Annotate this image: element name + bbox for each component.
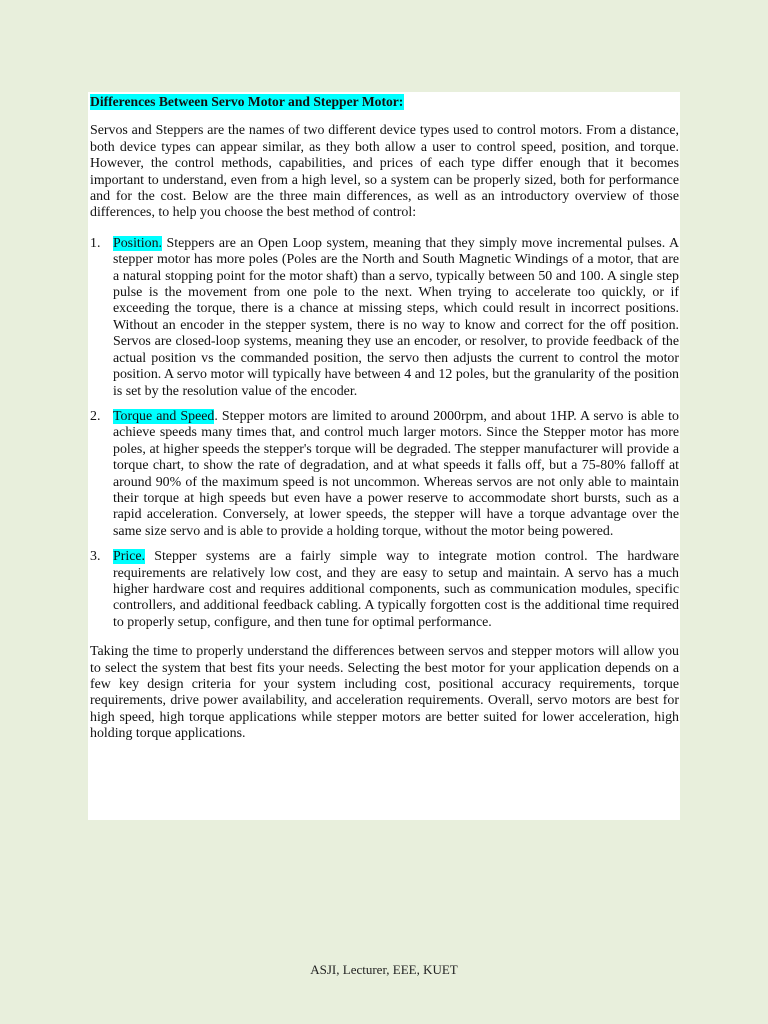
list-item-position — [90, 236, 679, 400]
list-number: 3. — [90, 549, 101, 565]
list-number: 1. — [90, 235, 101, 251]
page-footer: ASJI, Lecturer, EEE, KUET — [310, 962, 458, 977]
document-title: Differences Between Servo Motor and Stepper Motor: — [90, 94, 404, 109]
list-item-torque-speed — [90, 409, 679, 540]
differences-list — [90, 236, 679, 631]
document-page — [88, 92, 680, 820]
document-body — [90, 94, 679, 743]
list-number: 2. — [90, 408, 101, 424]
item-text-position: Steppers are an Open Loop system, meaning that they simply move incremental pulses. A stepper motor has more poles (Poles are the North and South Magnetic Windings of a motor, that are a natural stopping point for the motor shaft) than a servo, typically between 50 and 100. A single step pulse is the movement from one pole to the next. When trying to accelerate too quickly, or if exceeding the torque, there is a chance at missing steps, which could result in incorrect positions. Without an encoder in the stepper system, there is no way to know and correct for the off position. Servos are closed-loop systems, meaning they use an encoder, or resolver, to provide feedback of the actual position vs the commanded position, the servo then adjusts the current to control the motor position. A servo motor will typically have between 4 and 12 poles, but the granularity of the position is set by the resolution value of the encoder. — [113, 235, 679, 399]
list-item-price — [90, 549, 679, 631]
item-text-torque-speed: . Stepper motors are limited to around 2000rpm, and about 1HP. A servo is able to achieve speeds many times that, and control much larger motors. Since the Stepper motor has more poles, at higher speeds the stepper's torque will be degraded. The stepper manufacturer will provide a torque chart, to show the rate of degradation, and at what speeds it falls off, but a 75-80% falloff at around 90% of the maximum speed is not uncommon. Whereas servos are not only able to maintain their torque at high speeds but even have a power reserve to accommodate short bursts, such as a rapid acceleration. Conversely, at lower speeds, the stepper will have a torque advantage over the same size servo and is able to provide a holding torque, without the motor being powered. — [113, 408, 679, 539]
intro-paragraph: Servos and Steppers are the names of two different device types used to control motors. From a distance, both device types can appear similar, as they both allow a user to control speed, position, and torque. However, the control methods, capabilities, and prices of each type differ enough that it becomes important to understand, even from a high level, so a system can be properly sized, both for performance and for the cost. Below are the three main differences, as well as an introductory overview of those differences, to help you choose the best method of control: — [90, 123, 679, 221]
item-heading-position: Position. — [113, 235, 163, 251]
item-text-price: Stepper systems are a fairly simple way to integrate motion control. The hardware requirements are relatively low cost, and they are easy to setup and maintain. A servo has a much higher hardware cost and requires additional components, such as communication modules, specific controllers, and additional feedback cabling. A typically forgotten cost is the additional time required to properly setup, configure, and then tune for optimal performance. — [113, 549, 679, 630]
closing-paragraph: Taking the time to properly understand the differences between servos and stepper motors will allow you to select the system that best fits your needs. Selecting the best motor for your application depends on a few key design criteria for your system including cost, positional accuracy requirements, torque requirements, drive power availability, and acceleration requirements. Overall, servo motors are best for high speed, high torque applications while stepper motors are better suited for lower acceleration, high holding torque applications. — [90, 644, 679, 742]
item-heading-price: Price. — [113, 549, 146, 565]
item-heading-torque-speed: Torque and Speed — [113, 408, 215, 424]
